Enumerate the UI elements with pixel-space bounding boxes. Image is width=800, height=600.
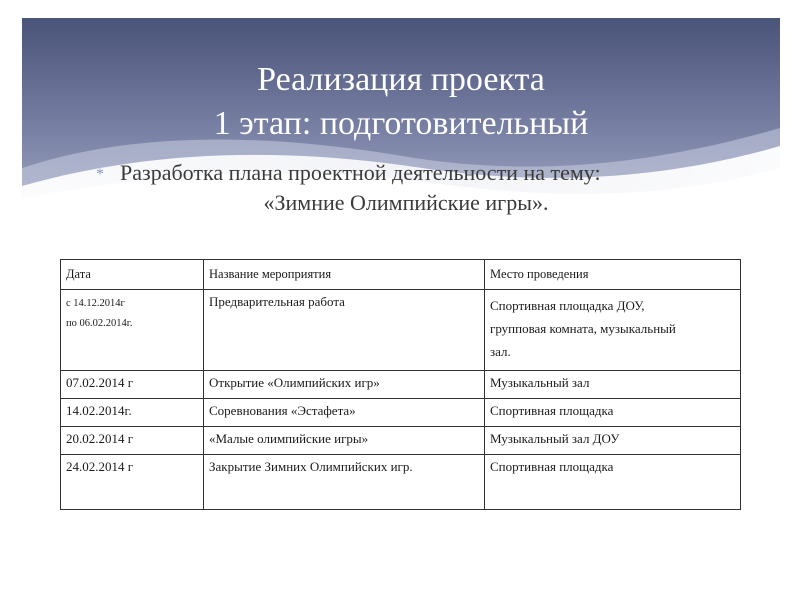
table-row — [61, 455, 741, 510]
place-line: зал. — [490, 344, 511, 359]
slide-title-line2: 1 этап: подготовительный — [213, 105, 589, 142]
header-place: Место проведения — [485, 260, 741, 290]
place-cell — [485, 290, 741, 371]
bullet-icon: * — [96, 166, 104, 183]
date-cell: 07.02.2014 г — [61, 371, 204, 399]
place-cell: Музыкальный зал — [485, 371, 741, 399]
table-row — [61, 399, 741, 427]
subtitle-line1: Разработка плана проектной деятельности на тему: — [120, 160, 601, 185]
date-from: с 14.12.2014г — [66, 298, 125, 309]
date-cell: 20.02.2014 г — [61, 427, 204, 455]
event-cell: «Малые олимпийские игры» — [204, 427, 485, 455]
place-cell: Спортивная площадка — [485, 455, 741, 510]
event-cell: Открытие «Олимпийских игр» — [204, 371, 485, 399]
date-to: по 06.02.2014г. — [66, 318, 133, 329]
date-cell: 24.02.2014 г — [61, 455, 204, 510]
schedule-table — [60, 259, 741, 510]
event-cell: Соревнования «Эстафета» — [204, 399, 485, 427]
event-cell: Закрытие Зимних Олимпийских игр. — [204, 455, 485, 510]
table-row — [61, 290, 741, 371]
event-cell: Предварительная работа — [204, 290, 485, 371]
table-row — [61, 427, 741, 455]
header-event: Название мероприятия — [204, 260, 485, 290]
date-cell: 14.02.2014г. — [61, 399, 204, 427]
slide-title — [22, 58, 780, 146]
date-cell — [61, 290, 204, 371]
subtitle-line2: «Зимние Олимпийские игры». — [263, 190, 549, 215]
place-line: Спортивная площадка ДОУ, — [490, 298, 645, 313]
place-cell: Музыкальный зал ДОУ — [485, 427, 741, 455]
header-date: Дата — [61, 260, 204, 290]
table-header-row — [61, 260, 741, 290]
slide-title-line1: Реализация проекта — [257, 61, 545, 98]
table-row — [61, 371, 741, 399]
place-cell: Спортивная площадка — [485, 399, 741, 427]
place-line: групповая комната, музыкальный — [490, 321, 676, 336]
